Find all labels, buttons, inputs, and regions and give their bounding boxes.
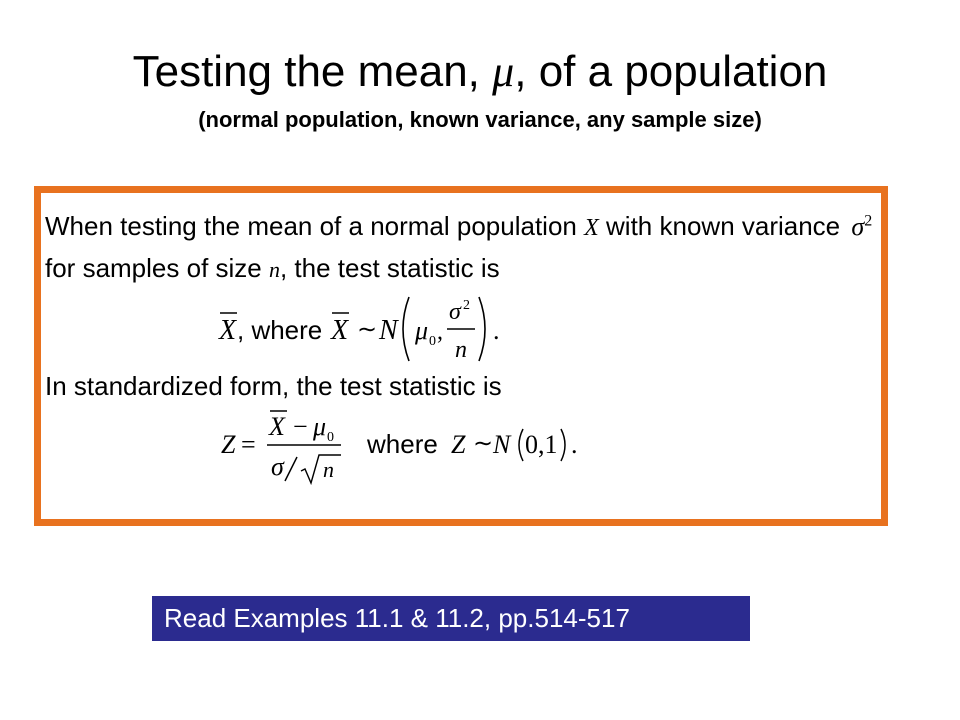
f2-where: where — [367, 429, 438, 459]
f2-sigma: σ — [271, 452, 284, 481]
f1-args-comma: , — [437, 319, 443, 345]
f1-mu0: μ — [415, 316, 429, 345]
f2-eq: = — [241, 430, 256, 459]
f1-tilde: ∼ — [357, 317, 378, 343]
title-mu-symbol: μ — [492, 47, 515, 96]
formula-standardized — [217, 405, 617, 491]
f1-dist-n: N — [379, 315, 398, 346]
f1-xbar2: X — [331, 315, 349, 346]
f2-args: 0,1 — [525, 430, 558, 459]
box-line-2 — [45, 253, 500, 284]
f1-sigma: σ — [449, 299, 461, 325]
line1-text: When testing the mean of a normal population — [45, 211, 577, 241]
f1-sigma-sup: 2 — [463, 298, 470, 313]
f2-slash — [285, 457, 297, 481]
f2-xbar: X — [269, 412, 285, 441]
f2-right-paren — [561, 429, 565, 461]
f1-comma-where: , where — [237, 315, 323, 345]
line2-text2: , the test statistic is — [279, 253, 500, 283]
f2-z2: Z — [451, 430, 466, 459]
line1-sigma-sup: 2 — [864, 212, 873, 230]
f2-z: Z — [221, 430, 236, 459]
f2-tilde: ∼ — [473, 431, 494, 457]
formula-sampling-distribution — [211, 289, 531, 369]
line1-var-x: X — [584, 215, 599, 241]
f1-left-paren — [403, 297, 409, 361]
f2-sqrt-n: n — [323, 457, 334, 482]
f2-mu-sub: 0 — [327, 430, 334, 445]
f2-minus: − — [293, 412, 308, 441]
f1-right-paren — [479, 297, 485, 361]
f2-left-paren — [519, 429, 523, 461]
line2-var-n: n — [268, 257, 280, 282]
f2-period: . — [571, 430, 578, 459]
f2-sqrt-sign — [301, 455, 341, 483]
title-text-before: Testing the mean, — [132, 47, 480, 96]
f2-dist-n: N — [493, 430, 511, 459]
f1-n: n — [455, 337, 467, 363]
line1-text2: with known variance — [606, 211, 841, 241]
f1-xbar: X — [219, 315, 237, 346]
reading-banner: Read Examples 11.1 & 11.2, pp.514-517 — [152, 596, 750, 641]
line2-text: for samples of size — [45, 253, 262, 283]
title-text-after: , of a population — [514, 47, 828, 96]
f1-mu0-sub: 0 — [429, 334, 436, 349]
slide-title — [0, 46, 960, 98]
slide-subtitle: (normal population, known variance, any sample size) — [198, 107, 762, 132]
f1-period: . — [493, 316, 500, 345]
f2-mu: μ — [313, 412, 327, 441]
box-line-3: In standardized form, the test statistic is — [45, 371, 502, 401]
line1-sigma: σ — [851, 212, 865, 241]
definition-box-inner — [39, 191, 883, 521]
definition-box — [34, 186, 888, 526]
box-line-1 — [45, 211, 872, 242]
